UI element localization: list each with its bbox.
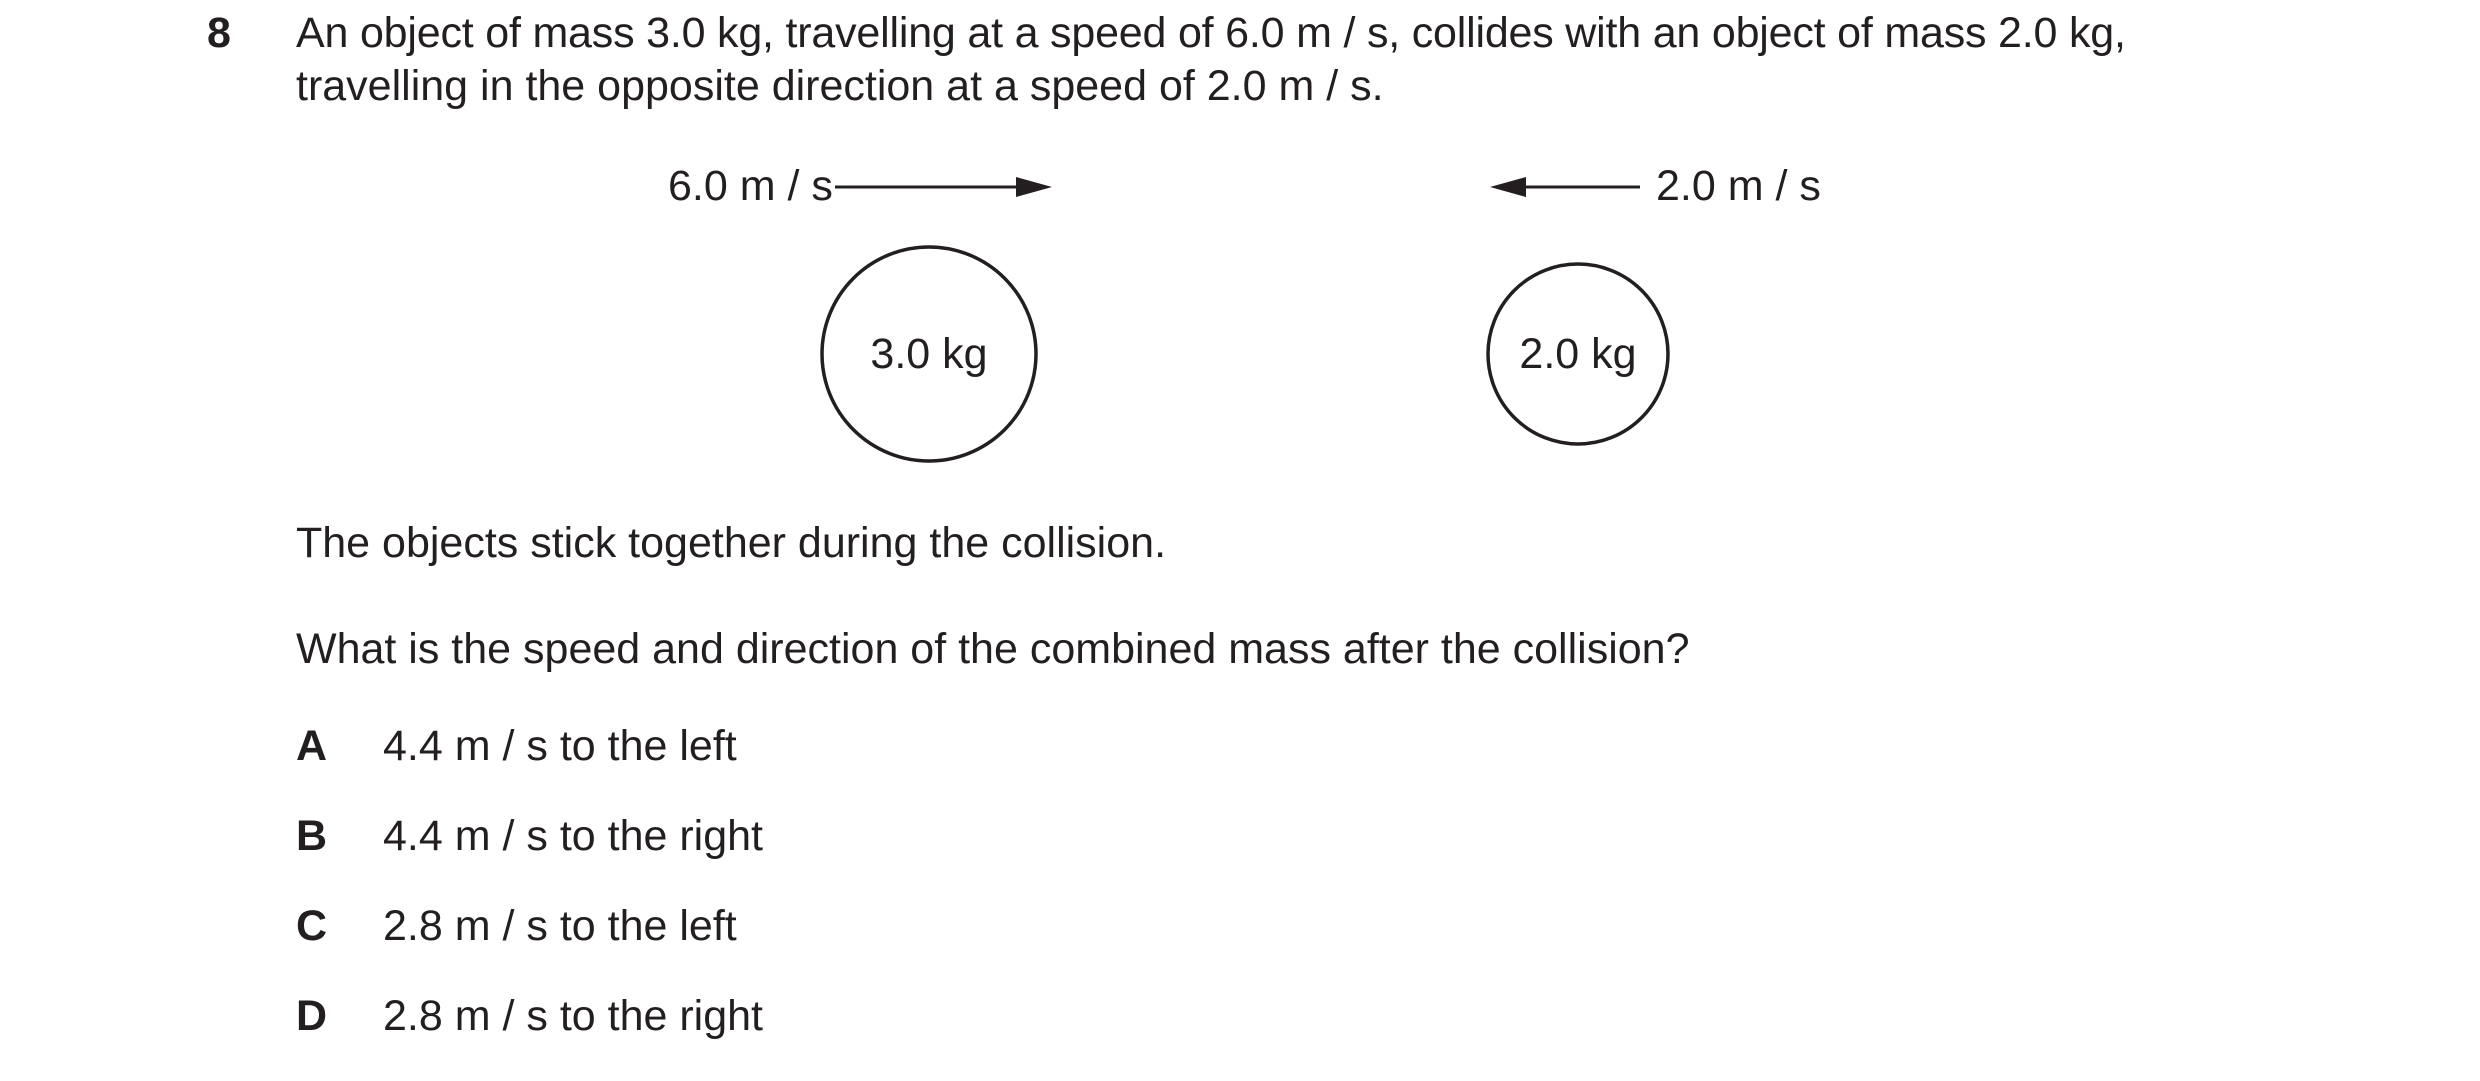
- question-stem-line-2: travelling in the opposite direction at a speed of 2.0 m / s.: [296, 62, 1384, 110]
- option-letter: A: [296, 722, 328, 770]
- option-letter: D: [296, 992, 328, 1040]
- left-mass-label: 3.0 kg: [870, 330, 988, 378]
- right-mass-label: 2.0 kg: [1519, 330, 1637, 378]
- question-prompt: What is the speed and direction of the combined mass after the collision?: [296, 625, 1690, 673]
- question-number: 8: [207, 9, 231, 57]
- left-velocity-label: 6.0 m / s: [668, 162, 833, 210]
- option-text[interactable]: 2.8 m / s to the left: [383, 902, 737, 950]
- collision-statement: The objects stick together during the collision.: [296, 519, 1167, 567]
- option-text[interactable]: 2.8 m / s to the right: [383, 992, 764, 1040]
- question-stem-line-1: An object of mass 3.0 kg, travelling at a speed of 6.0 m / s, collides with an object of mass 2.0 kg,: [296, 9, 2126, 57]
- right-arrow-icon: [1016, 177, 1052, 197]
- option-letter: C: [296, 902, 328, 950]
- option-text[interactable]: 4.4 m / s to the left: [383, 722, 737, 770]
- right-velocity-label: 2.0 m / s: [1656, 162, 1821, 210]
- left-arrow-icon: [1490, 177, 1526, 197]
- option-text[interactable]: 4.4 m / s to the right: [383, 812, 764, 860]
- option-letter: B: [296, 812, 328, 860]
